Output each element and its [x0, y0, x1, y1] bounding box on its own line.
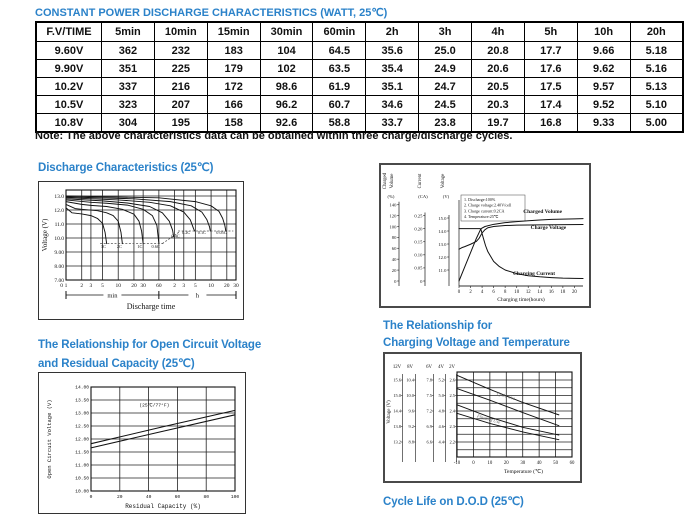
- table-cell: 5.13: [630, 78, 683, 96]
- svg-text:Discharge time: Discharge time: [126, 302, 176, 311]
- svg-text:4.8: 4.8: [438, 408, 444, 414]
- table-cell: 9.33: [577, 114, 630, 133]
- svg-text:Cycle Use: Cycle Use: [496, 390, 516, 401]
- svg-text:4V: 4V: [438, 365, 444, 370]
- column-header: 3h: [419, 22, 472, 42]
- svg-text:(%): (%): [387, 194, 395, 199]
- table-cell: 17.5: [524, 78, 577, 96]
- svg-text:30: 30: [140, 283, 146, 289]
- svg-text:Residual Capacity (%): Residual Capacity (%): [125, 503, 201, 510]
- table-cell: 5.18: [630, 42, 683, 60]
- table-cell: 20.5: [472, 78, 525, 96]
- table-cell: 35.1: [366, 78, 419, 96]
- svg-text:-10: -10: [453, 461, 461, 466]
- svg-text:40: 40: [536, 461, 542, 466]
- svg-text:1: 1: [64, 283, 68, 289]
- svg-text:Charged: Charged: [383, 172, 388, 190]
- column-header: F.V/TIME: [36, 22, 102, 42]
- svg-text:0.10: 0.10: [414, 252, 423, 258]
- svg-text:9.00: 9.00: [54, 250, 64, 256]
- table-cell: 362: [102, 42, 155, 60]
- svg-text:10: 10: [115, 283, 121, 289]
- svg-text:5.0: 5.0: [438, 393, 444, 399]
- svg-text:6.6: 6.6: [426, 439, 432, 445]
- svg-text:12V: 12V: [392, 365, 402, 370]
- heading-ocv-line2: and Residual Capacity (25℃): [38, 358, 195, 370]
- table-cell: 19.7: [472, 114, 525, 133]
- svg-text:12.0: 12.0: [54, 208, 64, 214]
- svg-text:10.00: 10.00: [75, 489, 89, 495]
- svg-text:4: 4: [480, 290, 484, 295]
- svg-text:Charge Voltage: Charge Voltage: [530, 225, 567, 232]
- svg-text:15.0: 15.0: [393, 393, 401, 399]
- svg-text:Voltage (V): Voltage (V): [387, 400, 392, 424]
- svg-text:50: 50: [553, 461, 558, 466]
- svg-text:Charged Volume: Charged Volume: [523, 208, 563, 215]
- table-cell: 16.8: [524, 114, 577, 133]
- table-row: [36, 96, 683, 114]
- table-cell: 9.66: [577, 42, 630, 60]
- svg-text:20: 20: [572, 290, 577, 295]
- svg-text:40: 40: [145, 495, 152, 500]
- svg-text:120: 120: [389, 213, 397, 219]
- table-cell: 102: [260, 60, 313, 78]
- svg-text:10.0: 10.0: [54, 236, 64, 242]
- table-cell: 61.9: [313, 78, 366, 96]
- svg-text:(V): (V): [442, 194, 450, 199]
- svg-text:0: 0: [60, 283, 63, 289]
- svg-text:4.4: 4.4: [438, 439, 444, 445]
- svg-text:5.2: 5.2: [438, 377, 444, 383]
- svg-text:10.0: 10.0: [406, 393, 414, 399]
- column-header: 10h: [577, 22, 630, 42]
- svg-text:0.1C: 0.1C: [197, 230, 207, 236]
- svg-text:7.8: 7.8: [426, 377, 432, 383]
- power-table: [35, 21, 684, 133]
- table-cell: 60.7: [313, 96, 366, 114]
- table-cell: 92.6: [260, 114, 313, 133]
- svg-text:11.00: 11.00: [75, 463, 89, 469]
- svg-text:3C: 3C: [100, 243, 106, 249]
- table-cell: 10.8V: [36, 114, 102, 133]
- svg-text:12.0: 12.0: [438, 254, 447, 260]
- table-cell: 10.2V: [36, 78, 102, 96]
- table-row: [36, 60, 683, 78]
- table-cell: 207: [154, 96, 207, 114]
- svg-text:10: 10: [514, 290, 520, 295]
- svg-text:5: 5: [101, 283, 104, 289]
- table-cell: 183: [207, 42, 260, 60]
- svg-text:3: 3: [182, 283, 186, 289]
- heading-discharge: Discharge Characteristics (25℃): [38, 162, 214, 174]
- table-cell: 20.3: [472, 96, 525, 114]
- svg-text:1C: 1C: [137, 243, 143, 249]
- svg-text:Charging Current: Charging Current: [513, 271, 556, 278]
- svg-text:4. Temperature:25℃: 4. Temperature:25℃: [464, 214, 499, 220]
- svg-text:0.15: 0.15: [414, 239, 423, 245]
- svg-text:8.00: 8.00: [54, 264, 64, 270]
- table-cell: 9.60V: [36, 42, 102, 60]
- svg-text:Floating Use: Floating Use: [476, 413, 502, 425]
- svg-text:Volume: Volume: [390, 173, 395, 189]
- svg-text:Voltage (V): Voltage (V): [41, 218, 49, 252]
- svg-text:h: h: [195, 292, 200, 300]
- svg-text:0: 0: [420, 278, 423, 284]
- svg-text:0.05C: 0.05C: [216, 230, 227, 236]
- svg-text:0.05: 0.05: [414, 265, 423, 271]
- svg-text:Voltage: Voltage: [441, 173, 446, 189]
- svg-text:0.20: 0.20: [414, 226, 423, 232]
- table-cell: 195: [154, 114, 207, 133]
- table-cell: 24.5: [419, 96, 472, 114]
- table-cell: 351: [102, 60, 155, 78]
- svg-text:2V: 2V: [449, 365, 455, 370]
- svg-text:3: 3: [89, 283, 93, 289]
- column-header: 30min: [260, 22, 313, 42]
- column-header: 15min: [207, 22, 260, 42]
- svg-text:15.0: 15.0: [438, 215, 447, 221]
- svg-text:0.2C: 0.2C: [182, 230, 191, 236]
- svg-text:12.50: 12.50: [75, 424, 89, 430]
- table-cell: 58.8: [313, 114, 366, 133]
- svg-text:40: 40: [391, 257, 397, 262]
- svg-text:Temperature (℃): Temperature (℃): [504, 469, 543, 475]
- table-cell: 323: [102, 96, 155, 114]
- svg-text:11.0: 11.0: [438, 267, 447, 273]
- svg-text:2: 2: [173, 283, 176, 289]
- svg-text:0.4C: 0.4C: [171, 233, 180, 239]
- heading-cycle-life: Cycle Life on D.O.D (25℃): [383, 496, 524, 508]
- svg-text:13.2: 13.2: [393, 439, 401, 445]
- svg-text:13.00: 13.00: [75, 411, 89, 417]
- power-table-wrap: [35, 21, 684, 133]
- svg-text:60: 60: [156, 283, 162, 289]
- svg-text:8: 8: [503, 290, 507, 295]
- svg-text:0: 0: [394, 278, 397, 284]
- svg-text:9.2: 9.2: [408, 424, 414, 430]
- svg-text:30: 30: [233, 283, 239, 289]
- svg-text:Current: Current: [418, 173, 423, 189]
- discharge-chart: [38, 181, 244, 320]
- table-body: [36, 42, 683, 133]
- svg-text:(25℃/77°F): (25℃/77°F): [139, 403, 170, 409]
- svg-text:2C: 2C: [116, 243, 122, 249]
- table-cell: 64.5: [313, 42, 366, 60]
- table-note: Note: The above characteristics data can be obtained within three charge/discharge cycles.: [35, 130, 513, 142]
- table-head: [36, 22, 683, 42]
- svg-text:80: 80: [391, 235, 397, 241]
- svg-text:1. Discharge:100%: 1. Discharge:100%: [464, 197, 496, 202]
- cvt-chart: [383, 352, 582, 483]
- svg-text:2.4: 2.4: [449, 408, 455, 414]
- table-cell: 35.6: [366, 42, 419, 60]
- svg-text:0: 0: [472, 461, 475, 466]
- table-cell: 179: [207, 60, 260, 78]
- table-cell: 34.6: [366, 96, 419, 114]
- svg-text:14: 14: [537, 290, 543, 295]
- cvt-chart-svg: [385, 354, 580, 481]
- svg-text:18: 18: [560, 290, 566, 295]
- svg-text:(CA): (CA): [418, 194, 428, 199]
- svg-text:2: 2: [469, 290, 472, 295]
- svg-text:11.50: 11.50: [75, 450, 89, 456]
- svg-text:140: 140: [389, 202, 397, 208]
- svg-text:6.9: 6.9: [426, 424, 432, 430]
- svg-text:12.00: 12.00: [75, 437, 89, 443]
- table-cell: 158: [207, 114, 260, 133]
- svg-text:5: 5: [193, 283, 197, 289]
- svg-text:2.5: 2.5: [449, 393, 455, 399]
- table-cell: 10.5V: [36, 96, 102, 114]
- svg-text:8.8: 8.8: [408, 439, 414, 445]
- table-cell: 5.00: [630, 114, 683, 133]
- svg-text:0: 0: [89, 495, 93, 500]
- table-cell: 5.16: [630, 60, 683, 78]
- svg-text:8V: 8V: [407, 365, 413, 370]
- svg-text:20: 20: [131, 283, 137, 289]
- table-head-row: [36, 22, 683, 42]
- svg-text:60: 60: [569, 461, 575, 466]
- table-cell: 33.7: [366, 114, 419, 133]
- table-cell: 17.4: [524, 96, 577, 114]
- table-cell: 5.10: [630, 96, 683, 114]
- table-cell: 24.7: [419, 78, 472, 96]
- svg-text:2: 2: [80, 283, 84, 289]
- table-cell: 225: [154, 60, 207, 78]
- svg-text:100: 100: [389, 224, 397, 230]
- table-cell: 63.5: [313, 60, 366, 78]
- svg-text:6: 6: [492, 290, 495, 295]
- discharge-chart-svg: [39, 182, 243, 319]
- svg-text:10: 10: [487, 461, 493, 466]
- svg-text:7.00: 7.00: [54, 278, 64, 284]
- svg-text:10.4: 10.4: [406, 377, 414, 383]
- svg-text:0.25: 0.25: [414, 213, 423, 219]
- charge-chart: [379, 163, 591, 308]
- table-cell: 23.8: [419, 114, 472, 133]
- table-cell: 35.4: [366, 60, 419, 78]
- heading-cvt-line2: Charging Voltage and Temperature: [383, 337, 570, 349]
- svg-text:4.6: 4.6: [438, 424, 444, 430]
- svg-text:80: 80: [203, 495, 209, 500]
- svg-text:20: 20: [224, 283, 230, 289]
- table-cell: 9.90V: [36, 60, 102, 78]
- table-cell: 232: [154, 42, 207, 60]
- column-header: 5min: [102, 22, 155, 42]
- table-cell: 104: [260, 42, 313, 60]
- svg-text:20: 20: [117, 495, 123, 500]
- svg-text:2.3: 2.3: [449, 424, 455, 430]
- svg-text:12: 12: [525, 290, 531, 295]
- table-cell: 17.6: [524, 60, 577, 78]
- svg-text:13.50: 13.50: [75, 398, 89, 404]
- svg-text:20: 20: [503, 461, 509, 466]
- svg-text:Open Circuit Voltage (V): Open Circuit Voltage (V): [46, 399, 53, 479]
- svg-text:20: 20: [391, 267, 397, 273]
- svg-text:6V: 6V: [426, 365, 432, 370]
- column-header: 10min: [154, 22, 207, 42]
- table-cell: 17.7: [524, 42, 577, 60]
- svg-text:Charging time(hours): Charging time(hours): [497, 297, 545, 303]
- table-cell: 9.57: [577, 78, 630, 96]
- table-cell: 98.6: [260, 78, 313, 96]
- ocv-chart-svg: [39, 373, 245, 513]
- table-row: [36, 78, 683, 96]
- svg-text:7.2: 7.2: [426, 408, 432, 414]
- svg-text:10.50: 10.50: [75, 476, 89, 482]
- table-cell: 20.8: [472, 42, 525, 60]
- svg-text:2. Charge voltage:2.40V/cell: 2. Charge voltage:2.40V/cell: [464, 202, 512, 208]
- svg-text:14.0: 14.0: [438, 228, 447, 234]
- svg-text:30: 30: [520, 461, 526, 466]
- svg-text:3. Charge current:0.2CA: 3. Charge current:0.2CA: [464, 208, 505, 214]
- table-cell: 9.62: [577, 60, 630, 78]
- svg-text:9.6: 9.6: [408, 408, 414, 414]
- svg-text:13.0: 13.0: [438, 241, 447, 247]
- column-header: 2h: [366, 22, 419, 42]
- column-header: 60min: [313, 22, 366, 42]
- svg-text:2.6: 2.6: [449, 377, 455, 383]
- svg-text:13.8: 13.8: [393, 424, 401, 430]
- table-cell: 25.0: [419, 42, 472, 60]
- table-row: [36, 42, 683, 60]
- table-cell: 96.2: [260, 96, 313, 114]
- heading-ocv-line1: The Relationship for Open Circuit Voltage: [38, 339, 262, 351]
- table-cell: 216: [154, 78, 207, 96]
- svg-text:14.00: 14.00: [75, 385, 89, 391]
- column-header: 4h: [472, 22, 525, 42]
- table-cell: 166: [207, 96, 260, 114]
- table-cell: 9.52: [577, 96, 630, 114]
- column-header: 20h: [630, 22, 683, 42]
- column-header: 5h: [524, 22, 577, 42]
- svg-text:16: 16: [548, 290, 554, 295]
- svg-text:10: 10: [208, 283, 214, 289]
- ocv-chart: [38, 372, 246, 514]
- table-cell: 172: [207, 78, 260, 96]
- table-cell: 20.6: [472, 60, 525, 78]
- svg-text:2.2: 2.2: [449, 439, 455, 445]
- svg-text:min: min: [107, 292, 118, 300]
- svg-text:100: 100: [230, 495, 240, 500]
- page-title: CONSTANT POWER DISCHARGE CHARACTERISTICS (WATT, 25℃): [35, 7, 388, 19]
- charge-chart-svg: [381, 165, 589, 306]
- svg-text:15.6: 15.6: [393, 377, 401, 383]
- table-cell: 24.9: [419, 60, 472, 78]
- svg-text:7.5: 7.5: [426, 393, 432, 399]
- svg-text:14.4: 14.4: [393, 408, 401, 414]
- svg-text:11.0: 11.0: [54, 222, 64, 228]
- svg-text:0: 0: [457, 290, 461, 295]
- svg-text:60: 60: [174, 495, 181, 500]
- table-cell: 337: [102, 78, 155, 96]
- svg-text:13.0: 13.0: [54, 194, 64, 200]
- table-cell: 304: [102, 114, 155, 133]
- heading-cvt-line1: The Relationship for: [383, 320, 493, 332]
- svg-text:0.6C: 0.6C: [151, 243, 160, 249]
- svg-text:60: 60: [391, 246, 397, 252]
